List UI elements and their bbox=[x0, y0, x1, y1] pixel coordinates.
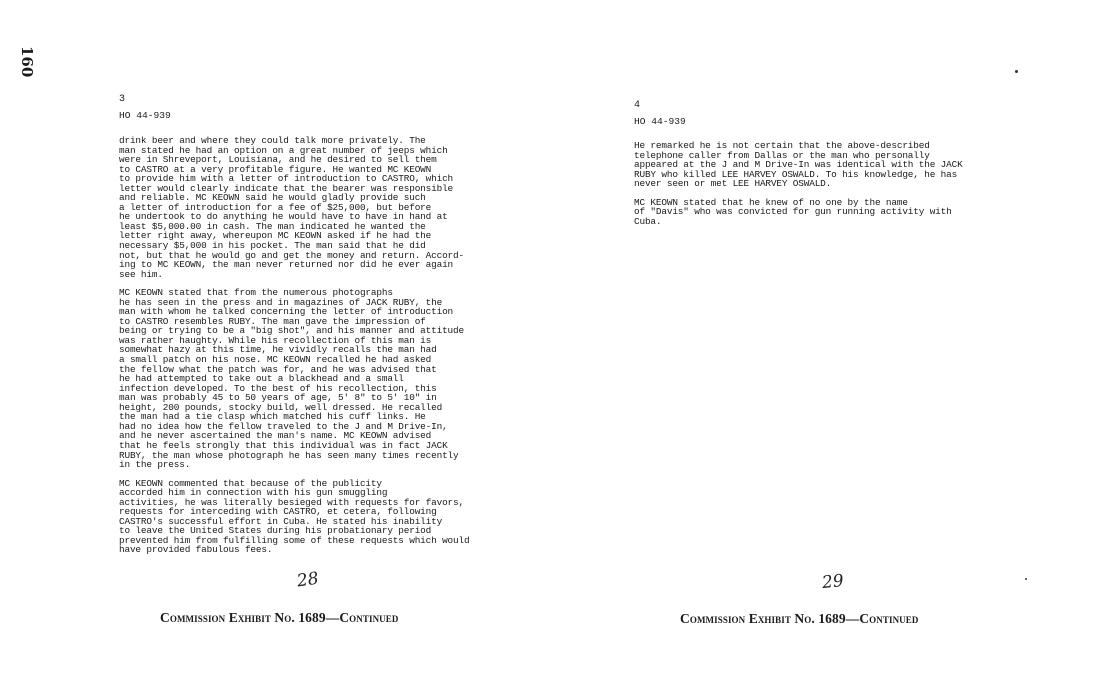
right-exhibit-caption: Commission Exhibit No. 1689—Continued bbox=[680, 611, 919, 626]
left-handwritten-page-number: 28 bbox=[295, 568, 320, 592]
left-page-label: 3 bbox=[119, 94, 126, 105]
left-paragraph-2: MC KEOWN stated that from the numerous photographs he has seen in the press and in magazines of JACK RUBY, the man with whom he talked concerning the letter of introduction to CASTRO resembles RUBY. The man gave the impression of being or trying to be a "big shot", and his manner and attitude was rather haughty. While his recollection of this man is somewhat hazy at this time, he vividly recalls the man had a small patch on his nose. MC KEOWN recalled he had asked the fellow what the patch was for, and he was advised that he had attempted to take out a blackhead and a small infection developed. To the best of his recollection, this man was probably 45 to 50 years of age, 5' 8" to 5' 10" in height, 200 pounds, stocky build, well dressed. He recalled the man had a tie clasp which matched his cuff links. He had no idea how the fellow traveled to the J and M Drive-In, and he never ascertained the man's name. MC KEOWN advised that he feels strongly that this individual was in fact JACK RUBY, the man whose photograph he has seen many times recently in the press. bbox=[119, 287, 464, 471]
left-paragraph-3: MC KEOWN commented that because of the publicity accorded him in connection with his gun smuggling activities, he was literally besieged with requests for favors, requests for interceding with CASTRO, et cetera, following CASTRO's successful effort in Cuba. He stated his inability to leave the United States during his probationary period prevented him from fulfilling some of these requests which would have provided fabulous fees. bbox=[119, 477, 470, 556]
right-page-label: 4 bbox=[634, 100, 641, 111]
right-page bbox=[634, 100, 1006, 226]
left-file-number: HO 44-939 bbox=[119, 110, 171, 121]
right-handwritten-page-number: 29 bbox=[821, 570, 845, 594]
right-file-number: HO 44-939 bbox=[634, 116, 686, 127]
scan-speck bbox=[1025, 578, 1027, 580]
margin-page-number: 160 bbox=[18, 46, 36, 78]
left-page bbox=[119, 94, 489, 555]
right-paragraph-2: MC KEOWN stated that he knew of no one by the name of "Davis" who was convicted for gun running activity with Cuba. bbox=[634, 196, 952, 227]
left-paragraph-1: drink beer and where they could talk more privately. The man stated he had an option on a great number of jeeps which were in Shreveport, Louisiana, and he desired to sell them to CASTRO at a very profitable figure. He wanted MC KEOWN to provide him with a letter of introduction to CASTRO, which letter would clearly indicate that the bearer was responsible and reliable. MC KEOWN said he would gladly provide such a letter of introduction for a fee of $25,000, but before he undertook to do anything he would have to have in hand at least $5,000.00 in cash. The man indicated he wanted the letter right away, whereupon MC KEOWN asked if he had the necessary $5,000 in his pocket. The man said that he did not, but that he would go and get the money and return. Accord- ing to MC KEOWN, the man never returned nor did he ever again see him. bbox=[119, 135, 464, 280]
left-exhibit-caption: Commission Exhibit No. 1689—Continued bbox=[160, 610, 399, 625]
right-paragraph-1: He remarked he is not certain that the above-described telephone caller from Dallas or the man who personally appeared at the J and M Drive-In was identical with the JACK RUBY who killed LEE HARVEY OSWALD. To his knowledge, he has never seen or met LEE HARVEY OSWALD. bbox=[634, 140, 963, 190]
scan-speck bbox=[1015, 70, 1018, 73]
